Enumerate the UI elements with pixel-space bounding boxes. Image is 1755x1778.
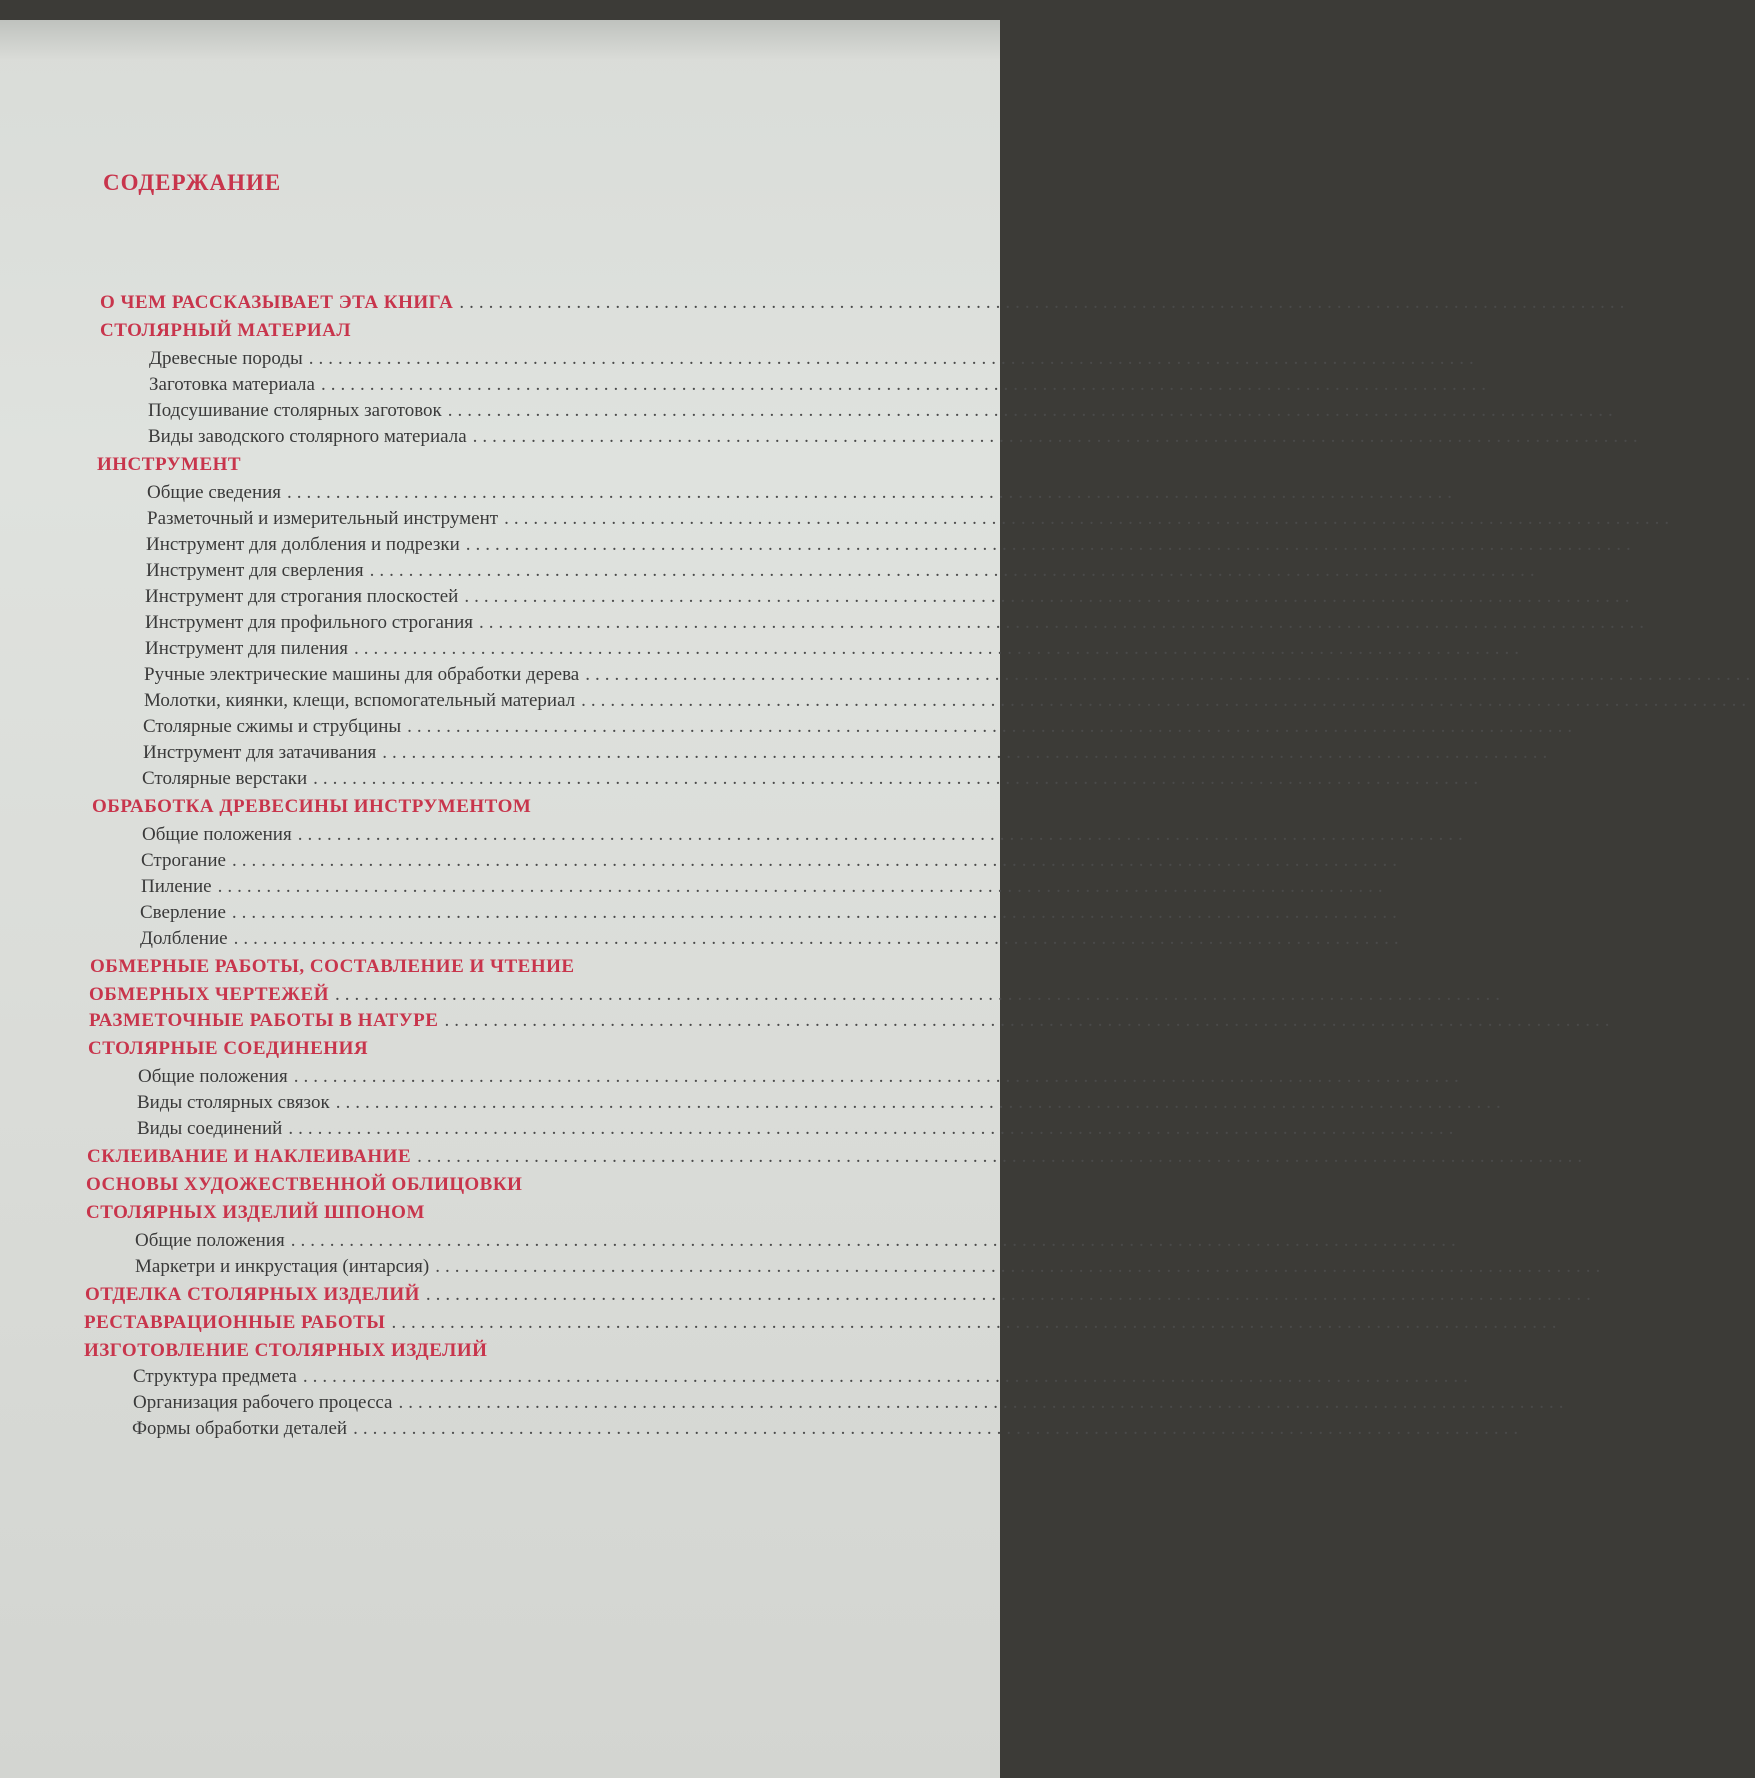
toc-entry-label: СТОЛЯРНЫЕ СОЕДИНЕНИЯ — [88, 1038, 369, 1059]
toc-entry-label: СТОЛЯРНЫХ ИЗДЕЛИЙ ШПОНОМ — [86, 1202, 425, 1223]
toc-section-entry — [84, 1310, 1562, 1336]
toc-entry-label: Молотки, киянки, клещи, вспомогательный материал — [144, 690, 576, 711]
toc-entry-label: О ЧЕМ РАССКАЗЫВАЕТ ЭТА КНИГА — [100, 292, 454, 313]
table-of-contents — [0, 20, 1755, 1778]
toc-dot-leader: ........................................................................................................................ — [297, 824, 1468, 845]
toc-entry-label: Подсушивание столярных заготовок — [148, 400, 442, 421]
toc-dot-leader: ........................................................................................................................ — [369, 560, 1540, 581]
toc-subsection-entry — [132, 1416, 1524, 1442]
toc-section-entry — [84, 1338, 1000, 1364]
toc-subsection-entry — [141, 848, 1402, 874]
toc-section-entry — [90, 954, 1000, 980]
toc-subsection-entry — [142, 822, 1468, 848]
toc-subsection-entry — [144, 688, 1752, 714]
toc-section-entry — [97, 452, 1000, 478]
toc-subsection-entry — [146, 558, 1540, 584]
toc-entry-label: ОБМЕРНЫХ ЧЕРТЕЖЕЙ — [89, 984, 329, 1005]
toc-section-entry — [88, 1036, 1000, 1062]
toc-dot-leader: ........................................................................................................................ — [320, 374, 1491, 395]
toc-subsection-entry — [141, 874, 1388, 900]
toc-subsection-entry — [133, 1364, 1473, 1390]
toc-dot-leader: ........................................................................................................................ — [335, 984, 1505, 1005]
toc-subsection-entry — [145, 610, 1649, 636]
toc-dot-leader: ........................................................................................................................ — [444, 1010, 1615, 1031]
toc-entry-label: ОТДЕЛКА СТОЛЯРНЫХ ИЗДЕЛИЙ — [85, 1284, 420, 1305]
toc-dot-leader: ........................................................................................................................ — [464, 586, 1635, 607]
toc-dot-leader: ........................................................................................................................ — [217, 876, 1388, 897]
toc-dot-leader: ........................................................................................................................ — [353, 1418, 1524, 1439]
toc-entry-label: Общие сведения — [147, 482, 282, 503]
toc-dot-leader: ........................................................................................................................ — [417, 1146, 1588, 1167]
toc-dot-leader: ........................................................................................................................ — [335, 1092, 1506, 1113]
toc-section-entry — [86, 1172, 1000, 1198]
toc-entry-label: Структура предмета — [133, 1366, 297, 1387]
toc-dot-leader: ........................................................................................................................ — [447, 400, 1618, 421]
toc-section-entry — [86, 1200, 1000, 1226]
toc-heading: СОДЕРЖАНИЕ — [103, 170, 282, 195]
toc-dot-leader: ........................................................................................................................ — [465, 534, 1636, 555]
toc-subsection-entry — [149, 346, 1479, 372]
toc-subsection-entry — [144, 662, 1755, 688]
toc-dot-leader: ........................................................................................................................ — [391, 1312, 1562, 1333]
toc-entry-label: ИЗГОТОВЛЕНИЕ СТОЛЯРНЫХ ИЗДЕЛИЙ — [84, 1340, 488, 1361]
book-page — [0, 20, 1755, 1778]
toc-section-entry — [85, 1282, 1596, 1308]
toc-subsection-entry — [140, 900, 1402, 926]
toc-dot-leader: ........................................................................................................................ — [425, 1284, 1596, 1305]
toc-entry-label: Столярные верстаки — [142, 768, 308, 789]
toc-dot-leader: ........................................................................................................................ — [308, 348, 1479, 369]
toc-entry-label: Маркетри и инкрустация (интарсия) — [135, 1256, 430, 1277]
toc-section-entry — [100, 290, 1630, 316]
toc-entry-label: Пиление — [141, 876, 212, 897]
toc-entry-label: Инструмент для долбления и подрезки — [146, 534, 460, 555]
toc-dot-leader: ........................................................................................................................ — [231, 850, 1402, 871]
toc-entry-label: Виды заводского столярного материала — [148, 426, 467, 447]
toc-subsection-entry — [145, 636, 1524, 662]
toc-entry-label: Строгание — [141, 850, 226, 871]
toc-subsection-entry — [135, 1254, 1606, 1280]
toc-entry-label: Разметочный и измерительный инструмент — [147, 508, 499, 529]
toc-subsection-entry — [145, 584, 1635, 610]
toc-dot-leader: ........................................................................................................................ — [287, 482, 1458, 503]
toc-section-entry — [87, 1144, 1588, 1170]
toc-entry-label: Общие положения — [138, 1066, 288, 1087]
toc-entry-label: СКЛЕИВАНИЕ И НАКЛЕИВАНИЕ — [87, 1146, 412, 1167]
toc-dot-leader: ........................................................................................................................ — [504, 508, 1675, 529]
toc-dot-leader: ........................................................................................................................ — [407, 716, 1578, 737]
toc-dot-leader: ........................................................................................................................ — [459, 292, 1630, 313]
toc-entry-label: Виды соединений — [137, 1118, 283, 1139]
toc-dot-leader: ........................................................................................................................ — [313, 768, 1484, 789]
toc-entry-label: Инструмент для сверления — [146, 560, 364, 581]
toc-subsection-entry — [147, 480, 1458, 506]
toc-entry-label: СТОЛЯРНЫЙ МАТЕРИАЛ — [100, 320, 352, 341]
toc-entry-label: ОБРАБОТКА ДРЕВЕСИНЫ ИНСТРУМЕНТОМ — [92, 796, 532, 817]
toc-entry-label: ОСНОВЫ ХУДОЖЕСТВЕННОЙ ОБЛИЦОВКИ — [86, 1174, 523, 1195]
toc-entry-label: Инструмент для пиления — [145, 638, 348, 659]
toc-dot-leader: ........................................................................................................................ — [231, 902, 1402, 923]
toc-entry-label: Заготовка материала — [149, 374, 315, 395]
toc-subsection-entry — [146, 532, 1636, 558]
toc-subsection-entry — [133, 1390, 1569, 1416]
toc-subsection-entry — [143, 714, 1578, 740]
toc-entry-label: Организация рабочего процесса — [133, 1392, 393, 1413]
toc-entry-label: ИНСТРУМЕНТ — [97, 454, 242, 475]
toc-dot-leader: ........................................................................................................................ — [354, 638, 1524, 659]
toc-dot-leader: ........................................................................................................................ — [472, 426, 1643, 447]
toc-dot-leader: ........................................................................................................................ — [398, 1392, 1569, 1413]
toc-dot-leader: ........................................................................................................................ — [302, 1366, 1473, 1387]
toc-subsection-entry — [140, 926, 1404, 952]
toc-dot-leader: ........................................................................................................................ — [293, 1066, 1464, 1087]
toc-dot-leader: ........................................................................................................................ — [585, 664, 1755, 685]
toc-section-entry — [89, 982, 1505, 1008]
toc-subsection-entry — [149, 372, 1491, 398]
toc-section-entry — [89, 1008, 1615, 1034]
toc-dot-leader: ........................................................................................................................ — [233, 928, 1404, 949]
toc-dot-leader: ........................................................................................................................ — [478, 612, 1649, 633]
toc-subsection-entry — [135, 1228, 1461, 1254]
toc-entry-label: РАЗМЕТОЧНЫЕ РАБОТЫ В НАТУРЕ — [89, 1010, 439, 1031]
toc-entry-label: Сверление — [140, 902, 226, 923]
toc-entry-label: Общие положения — [135, 1230, 285, 1251]
toc-entry-label: Общие положения — [142, 824, 292, 845]
toc-entry-label: Ручные электрические машины для обработки дерева — [144, 664, 580, 685]
toc-entry-label: РЕСТАВРАЦИОННЫЕ РАБОТЫ — [84, 1312, 386, 1333]
toc-dot-leader: ........................................................................................................................ — [288, 1118, 1459, 1139]
toc-entry-label: Инструмент для затачивания — [143, 742, 377, 763]
toc-subsection-entry — [147, 506, 1675, 532]
toc-entry-label: Столярные сжимы и струбцины — [143, 716, 402, 737]
toc-subsection-entry — [137, 1090, 1506, 1116]
toc-subsection-entry — [148, 398, 1618, 424]
toc-entry-label: Формы обработки деталей — [132, 1418, 348, 1439]
toc-entry-label: Виды столярных связок — [137, 1092, 330, 1113]
toc-entry-label: ОБМЕРНЫЕ РАБОТЫ, СОСТАВЛЕНИЕ И ЧТЕНИЕ — [90, 956, 575, 977]
toc-section-entry — [92, 794, 1000, 820]
toc-subsection-entry — [138, 1064, 1464, 1090]
toc-subsection-entry — [143, 740, 1553, 766]
toc-subsection-entry — [137, 1116, 1459, 1142]
toc-entry-label: Инструмент для строгания плоскостей — [145, 586, 459, 607]
toc-entry-label: Инструмент для профильного строгания — [145, 612, 473, 633]
toc-dot-leader: ........................................................................................................................ — [581, 690, 1752, 711]
toc-dot-leader: ........................................................................................................................ — [435, 1256, 1606, 1277]
toc-entry-label: Древесные породы — [149, 348, 303, 369]
toc-entry-label: Долбление — [140, 928, 228, 949]
toc-subsection-entry — [142, 766, 1484, 792]
toc-dot-leader: ........................................................................................................................ — [290, 1230, 1461, 1251]
toc-subsection-entry — [148, 424, 1643, 450]
toc-dot-leader: ........................................................................................................................ — [382, 742, 1553, 763]
toc-section-entry — [100, 318, 1000, 344]
